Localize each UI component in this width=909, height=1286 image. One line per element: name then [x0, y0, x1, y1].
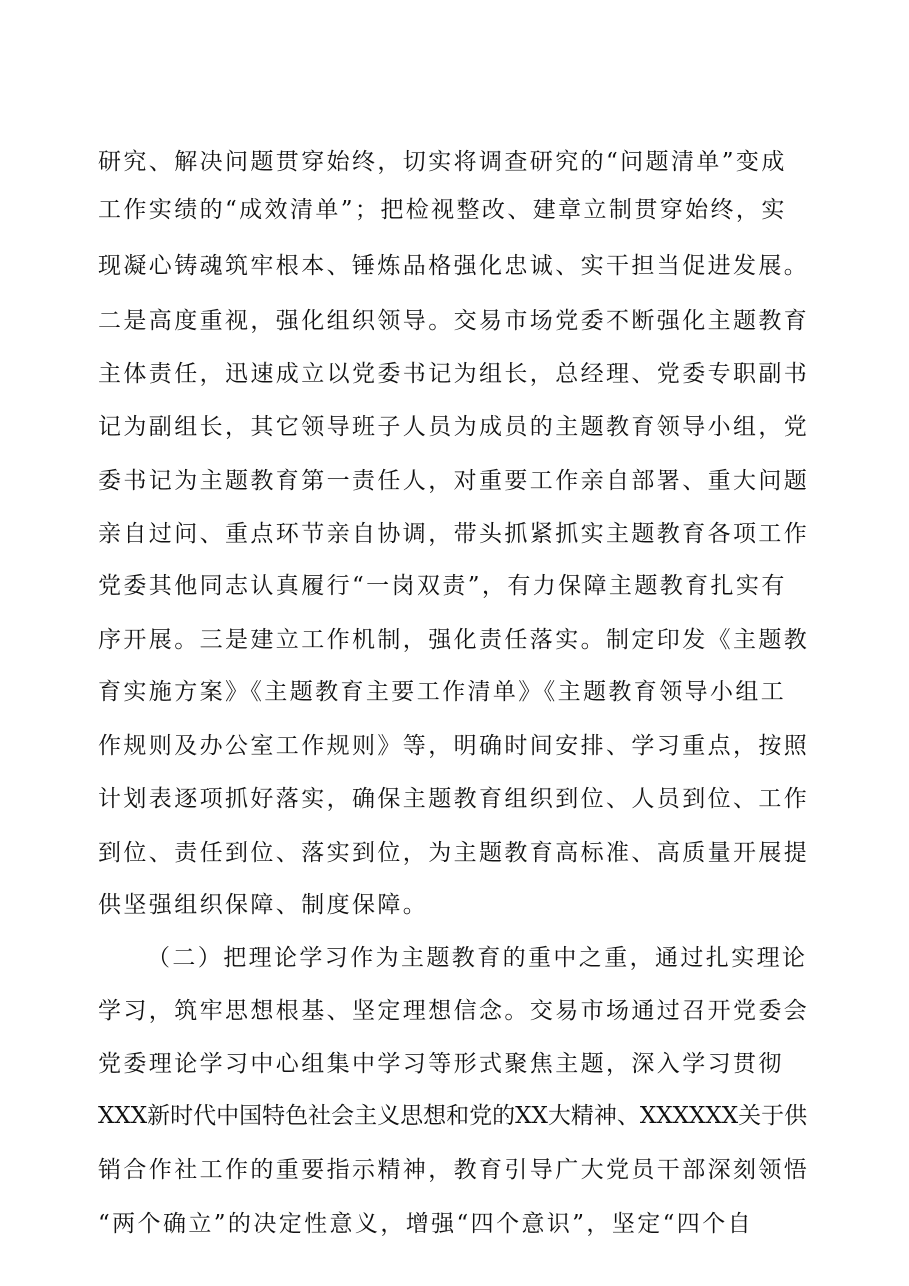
text-line: 销合作社工作的重要指示精神，教育引导广大党员干部深刻领悟 [98, 1157, 810, 1183]
text-line: 党委理论学习中心组集中学习等形式聚焦主题，深入学习贯彻 [98, 1051, 784, 1077]
text-line: 党委其他同志认真履行“一岗双责”，有力保障主题教育扎实有 [98, 573, 787, 599]
text-line: 作规则及办公室工作规则》等，明确时间安排、学习重点，按照 [98, 733, 810, 759]
text-line: 供坚强组织保障、制度保障。 [98, 892, 429, 918]
text-line: XXX新时代中国特色社会主义思想和党的XX大精神、XXXXXX关于供 [98, 1103, 808, 1129]
text-line: 研究、解决问题贯穿始终，切实将调查研究的“问题清单”变成 [98, 149, 787, 175]
text-line: 二是高度重视，强化组织领导。交易市场党委不断强化主题教育 [98, 308, 810, 334]
text-line: 计划表逐项抓好落实，确保主题教育组织到位、人员到位、工作 [98, 786, 810, 812]
text-line: 育实施方案》《主题教育主要工作清单》《主题教育领导小组工 [98, 679, 787, 705]
text-line: 学习，筑牢思想根基、坚定理想信念。交易市场通过召开党委会 [98, 998, 810, 1024]
text-line: 到位、责任到位、落实到位，为主题教育高标准、高质量开展提 [98, 840, 810, 866]
text-line: “两个确立”的决定性意义，增强“四个意识”，坚定“四个自 [98, 1211, 753, 1237]
text-line: 工作实绩的“成效清单”；把检视整改、建章立制贯穿始终，实 [98, 197, 787, 223]
text-line: 现凝心铸魂筑牢根本、锤炼品格强化忠诚、实干担当促进发展。 [98, 253, 810, 279]
paragraph-start-line: （二）把理论学习作为主题教育的重中之重，通过扎实理论 [147, 945, 808, 971]
text-line: 委书记为主题教育第一责任人，对重要工作亲自部署、重大问题 [98, 468, 810, 494]
text-line: 记为副组长，其它领导班子人员为成员的主题教育领导小组，党 [98, 414, 810, 440]
text-line: 序开展。三是建立工作机制，强化责任落实。制定印发《主题教 [98, 627, 810, 653]
text-line: 亲自过问、重点环节亲自协调，带头抓紧抓实主题教育各项工作 [98, 521, 810, 547]
text-line: 主体责任，迅速成立以党委书记为组长，总经理、党委专职副书 [98, 361, 810, 387]
